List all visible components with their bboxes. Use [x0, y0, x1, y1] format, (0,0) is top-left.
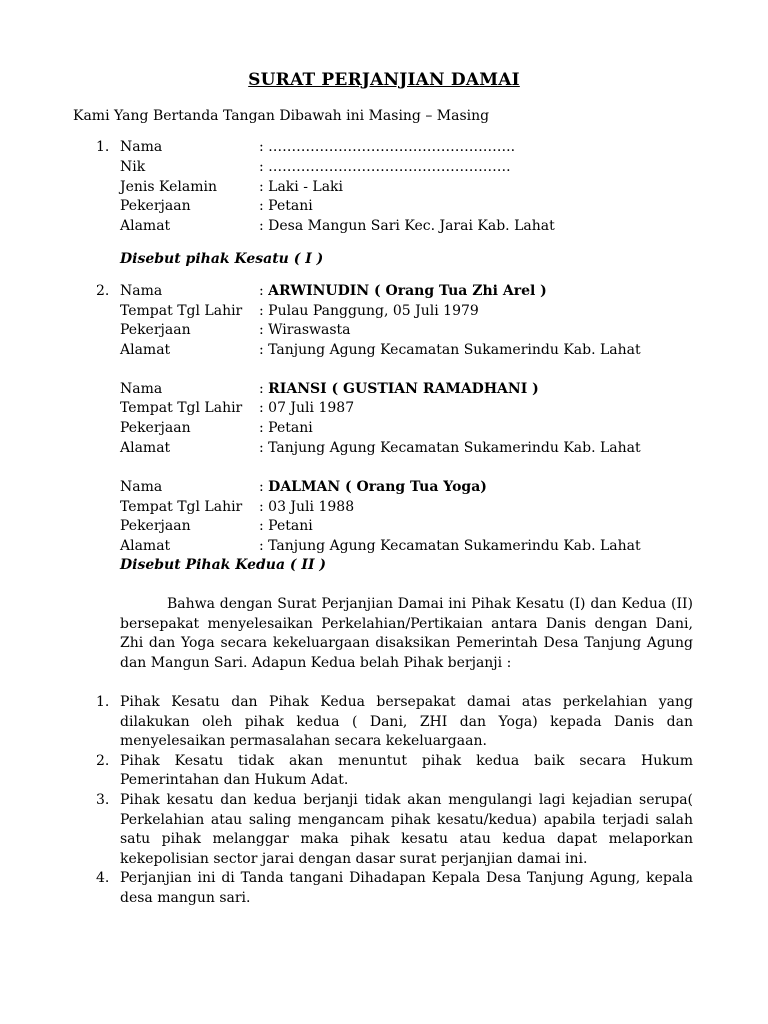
- list-item: [96, 693, 693, 752]
- list-number: 1.: [96, 694, 110, 710]
- document-title: SURAT PERJANJIAN DAMAI: [248, 70, 520, 90]
- field-value: : Wiraswasta: [259, 322, 351, 338]
- field-value: : Tanjung Agung Kecamatan Sukamerindu Kab. Lahat: [259, 342, 641, 358]
- field-value: : ARWINUDIN ( Orang Tua Zhi Arel ): [259, 283, 547, 299]
- field-label: Nama: [120, 139, 163, 155]
- list-text: Perjanjian ini di Tanda tangani Dihadapan Kepala Desa Tanjung Agung, kepala desa mangun sari.: [120, 870, 693, 906]
- field-label: Pekerjaan: [120, 322, 191, 338]
- field-value: : Petani: [259, 198, 313, 214]
- field-label: Nama: [120, 381, 163, 397]
- field-value: : …………………………………………….: [259, 159, 511, 175]
- field-label: Nik: [120, 159, 146, 175]
- list-number: 3.: [96, 791, 110, 808]
- field-label: Nama: [120, 283, 163, 299]
- field-value: : 03 Juli 1988: [259, 499, 355, 515]
- party1-designation: Disebut pihak Kesatu ( I ): [120, 251, 324, 267]
- field-value: : Desa Mangun Sari Kec. Jarai Kab. Lahat: [259, 218, 555, 234]
- body-paragraph: Bahwa dengan Surat Perjanjian Damai ini Pihak Kesatu (I) dan Kedua (II) bersepakat menyelesaikan Perkelahian/Pertikaian antara Danis dengan Dani, Zhi dan Yoga secara kekeluargaan disaksikan Pemerintah Desa Tanjung Agung dan Mangun Sari. Adapun Kedua belah Pihak berjanji :: [120, 596, 693, 671]
- field-label: Tempat Tgl Lahir: [120, 400, 243, 416]
- list-number: 4.: [96, 870, 110, 887]
- field-value: : DALMAN ( Orang Tua Yoga): [259, 479, 487, 495]
- field-label: Tempat Tgl Lahir: [120, 303, 243, 319]
- list-item: [96, 752, 693, 791]
- party2-number: 2.: [96, 283, 110, 299]
- field-label: Alamat: [120, 218, 171, 234]
- field-value: : ……………………………………………..: [259, 139, 516, 155]
- list-item: [96, 791, 693, 869]
- field-value: : Laki - Laki: [259, 179, 344, 195]
- intro-line: Kami Yang Bertanda Tangan Dibawah ini Masing – Masing: [73, 108, 490, 124]
- list-text: Pihak Kesatu dan Pihak Kedua bersepakat damai atas perkelahian yang dilakukan oleh pihak kedua ( Dani, ZHI dan Yoga) kepada Danis dan menyelesaikan permasalahan secara kekeluargaan.: [120, 694, 693, 750]
- field-value: : 07 Juli 1987: [259, 400, 355, 416]
- field-label: Pekerjaan: [120, 420, 191, 436]
- field-value: : Petani: [259, 420, 313, 436]
- party1-number: 1.: [96, 139, 110, 155]
- field-label: Tempat Tgl Lahir: [120, 499, 243, 515]
- person-name: RIANSI ( GUSTIAN RAMADHANI ): [268, 381, 539, 397]
- field-value: : RIANSI ( GUSTIAN RAMADHANI ): [259, 381, 539, 397]
- field-label: Pekerjaan: [120, 198, 191, 214]
- person-name: ARWINUDIN ( Orang Tua Zhi Arel ): [268, 283, 547, 299]
- field-label: Nama: [120, 479, 163, 495]
- field-label: Alamat: [120, 538, 171, 554]
- party2-designation: Disebut Pihak Kedua ( II ): [120, 557, 327, 573]
- list-item: [96, 869, 693, 908]
- field-value: : Pulau Panggung, 05 Juli 1979: [259, 303, 479, 319]
- field-value: : Tanjung Agung Kecamatan Sukamerindu Kab. Lahat: [259, 440, 641, 456]
- field-value: : Petani: [259, 518, 313, 534]
- field-label: Pekerjaan: [120, 518, 191, 534]
- field-label: Alamat: [120, 342, 171, 358]
- field-label: Alamat: [120, 440, 171, 456]
- person-name: DALMAN ( Orang Tua Yoga): [268, 479, 487, 495]
- field-label: Jenis Kelamin: [120, 179, 217, 195]
- list-text: Pihak Kesatu tidak akan menuntut pihak kedua baik secara Hukum Pemerintahan dan Hukum Adat.: [120, 752, 693, 789]
- list-text: Pihak kesatu dan kedua berjanji tidak akan mengulangi lagi kejadian serupa( Perkelahian atau saling mengancam pihak kesatu/kedua) apabila terjadi salah satu pihak melanggar maka pihak kesatu atau kedua dapat melaporkan kekepolisian sector jarai dengan dasar surat perjanjian damai ini.: [120, 791, 693, 867]
- field-value: : Tanjung Agung Kecamatan Sukamerindu Kab. Lahat: [259, 538, 641, 554]
- list-number: 2.: [96, 752, 110, 769]
- agreements-list: [96, 693, 693, 909]
